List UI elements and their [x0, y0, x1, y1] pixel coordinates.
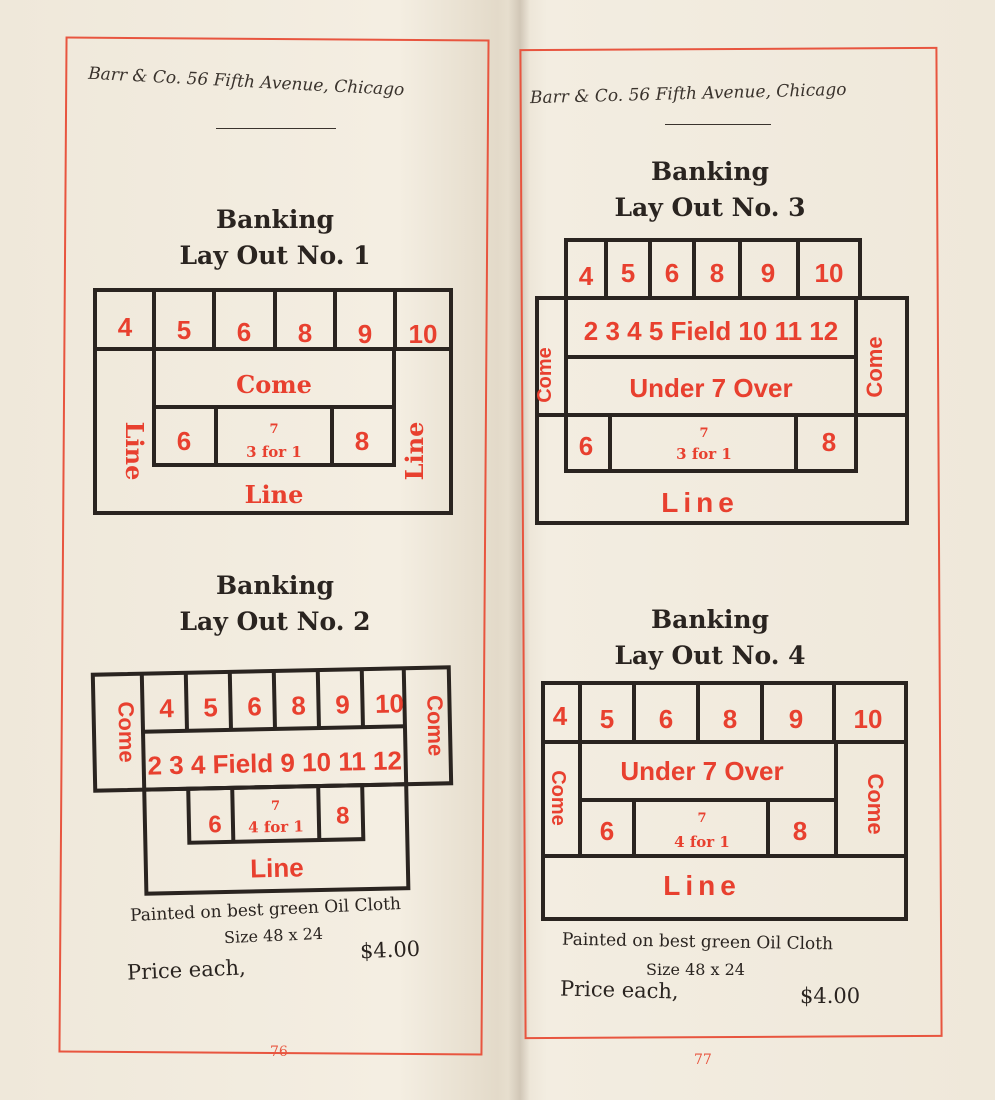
layout4-line: Line: [663, 870, 741, 901]
layout1-number-5: 5: [176, 315, 192, 345]
layout3-number-5: 5: [620, 258, 636, 288]
layout4-eight: 8: [792, 816, 808, 846]
layout2-number-10: 10: [374, 688, 405, 719]
layout3-seven: 7: [699, 426, 709, 441]
layout1-number-6: 6: [236, 317, 252, 347]
layout4-title-line1: Banking: [651, 605, 769, 634]
left-price: $4.00: [359, 936, 421, 964]
layout2-line: Line: [249, 852, 304, 884]
right-header-rule: [665, 124, 771, 125]
layout3-come-right: Come: [862, 336, 887, 398]
layout3-eight: 8: [821, 427, 837, 457]
layout3-field: 2 3 4 5 Field 10 11 12: [583, 316, 839, 346]
layout4-come-left: Come: [547, 770, 569, 826]
layout4-under-over: Under 7 Over: [620, 756, 784, 786]
layout1-diagram: [92, 287, 454, 519]
layout4-title: [590, 602, 830, 674]
layout4-seven: 7: [697, 811, 707, 826]
layout2-title-line1: Banking: [216, 571, 334, 600]
layout2-number-9: 9: [334, 689, 351, 720]
right-caption-line2: Size 48 x 24: [646, 960, 745, 979]
layout2-come-left: Come: [113, 701, 140, 763]
layout1-title-line1: Banking: [216, 205, 334, 234]
layout3-under-over: Under 7 Over: [629, 373, 793, 403]
layout3-title-line2: Lay Out No. 3: [614, 193, 806, 222]
layout1-number-4: 4: [117, 312, 133, 342]
right-page-number: 77: [694, 1052, 712, 1068]
layout1-title-line2: Lay Out No. 1: [179, 241, 371, 270]
left-page-header: Barr & Co. 56 Fifth Avenue, Chicago: [87, 63, 405, 101]
layout3-title-line1: Banking: [651, 157, 769, 186]
layout3-line: Line: [661, 487, 739, 518]
layout4-number-9: 9: [788, 704, 804, 734]
layout2-eight: 8: [335, 802, 350, 830]
right-page-header: Barr & Co. 56 Fifth Avenue, Chicago: [529, 79, 847, 109]
layout3-number-6: 6: [664, 258, 680, 288]
layout4-number-8: 8: [722, 704, 738, 734]
layout1-number-8: 8: [297, 318, 313, 348]
layout1-line-left: Line: [120, 421, 149, 481]
layout4-title-line2: Lay Out No. 4: [614, 641, 806, 670]
layout4-number-6: 6: [658, 704, 674, 734]
layout3-odds: 3 for 1: [676, 445, 732, 463]
layout2-number-8: 8: [290, 690, 307, 721]
layout1-come: Come: [236, 370, 312, 399]
layout3-diagram: [534, 237, 910, 527]
layout1-number-9: 9: [357, 319, 373, 349]
layout2-odds: 4 for 1: [248, 817, 305, 837]
left-caption-line2: Size 48 x 24: [223, 923, 324, 948]
left-price-label: Price each,: [126, 955, 247, 985]
layout3-number-8: 8: [709, 258, 725, 288]
layout2-diagram: [89, 651, 456, 904]
layout1-six: 6: [176, 426, 192, 456]
layout3-title: [590, 154, 830, 226]
layout3-number-10: 10: [814, 258, 844, 288]
layout1-seven: 7: [269, 422, 279, 437]
layout1-eight: 8: [354, 426, 370, 456]
layout3-come-left: Come: [534, 347, 556, 403]
layout4-come-right: Come: [863, 773, 888, 835]
layout4-odds: 4 for 1: [674, 833, 730, 851]
layout1-line-bottom: Line: [244, 480, 304, 509]
layout2-title: [160, 568, 390, 640]
left-caption-line1: Painted on best green Oil Cloth: [129, 894, 402, 926]
layout2-number-4: 4: [158, 693, 175, 724]
layout2-title-line2: Lay Out No. 2: [179, 607, 371, 636]
layout2-number-5: 5: [202, 692, 219, 723]
layout1-line-right: Line: [400, 421, 429, 481]
right-price: $4.00: [800, 984, 861, 1008]
layout2-number-6: 6: [246, 691, 263, 722]
layout3-number-4: 4: [578, 261, 594, 291]
layout2-six: 6: [208, 811, 222, 839]
layout4-six: 6: [599, 816, 615, 846]
right-price-label: Price each,: [559, 976, 679, 1004]
layout3-six: 6: [578, 431, 594, 461]
layout4-number-4: 4: [552, 701, 568, 731]
layout4-diagram: [540, 680, 910, 925]
layout1-number-10: 10: [408, 319, 438, 349]
layout2-seven: 7: [270, 798, 281, 815]
right-caption-line1: Painted on best green Oil Cloth: [561, 929, 834, 955]
layout2-come-right: Come: [422, 694, 449, 757]
layout1-title: [160, 202, 390, 274]
layout4-number-10: 10: [853, 704, 883, 734]
layout4-number-5: 5: [599, 704, 615, 734]
layout1-odds: 3 for 1: [246, 443, 302, 461]
left-page-number: 76: [270, 1044, 288, 1060]
layout2-field: 2 3 4 Field 9 10 11 12: [147, 745, 403, 781]
left-header-rule: [216, 128, 336, 129]
layout3-number-9: 9: [760, 258, 776, 288]
